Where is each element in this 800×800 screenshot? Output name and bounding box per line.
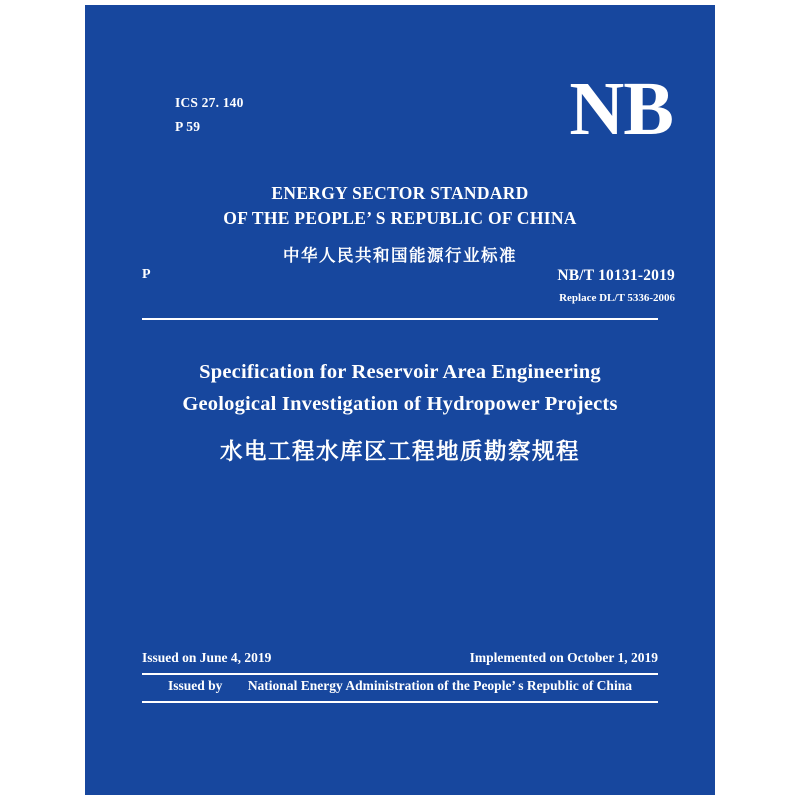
header-english-line1: ENERGY SECTOR STANDARD xyxy=(271,183,529,203)
divider-top xyxy=(142,318,658,320)
standard-number-block xyxy=(557,267,675,304)
implemented-date: Implemented on October 1, 2019 xyxy=(469,650,658,665)
title-english-line1: Specification for Reservoir Area Engineering xyxy=(199,361,601,383)
nb-logo: NB xyxy=(569,67,673,151)
divider-middle xyxy=(142,673,658,675)
issued-by-label: Issued by xyxy=(168,678,223,693)
standard-cover-page xyxy=(85,5,715,795)
replaced-standard: Replace DL/T 5336-2006 xyxy=(559,292,675,304)
issued-by-row xyxy=(85,678,715,694)
category-letter: P xyxy=(142,267,151,282)
issued-date: Issued on June 4, 2019 xyxy=(142,650,272,665)
date-row xyxy=(142,650,658,666)
divider-bottom xyxy=(142,701,658,703)
header-chinese: 中华人民共和国能源行业标准 xyxy=(283,245,517,265)
header-english-line2: OF THE PEOPLE’ S REPUBLIC OF CHINA xyxy=(223,207,577,228)
standard-code-row xyxy=(85,267,715,313)
issuing-authority-heading xyxy=(85,181,715,266)
title-chinese: 水电工程水库区工程地质勘察规程 xyxy=(219,438,580,465)
document-title xyxy=(85,357,715,466)
ics-code: ICS 27. 140 xyxy=(175,95,244,110)
class-code: P 59 xyxy=(175,118,201,134)
standard-number: NB/T 10131-2019 xyxy=(557,267,675,284)
issued-by-organization: National Energy Administration of the People’ s Republic of China xyxy=(247,678,632,693)
title-english-line2: Geological Investigation of Hydropower Projects xyxy=(182,392,618,415)
cover-top-row xyxy=(85,67,715,173)
classification-codes xyxy=(175,91,244,138)
